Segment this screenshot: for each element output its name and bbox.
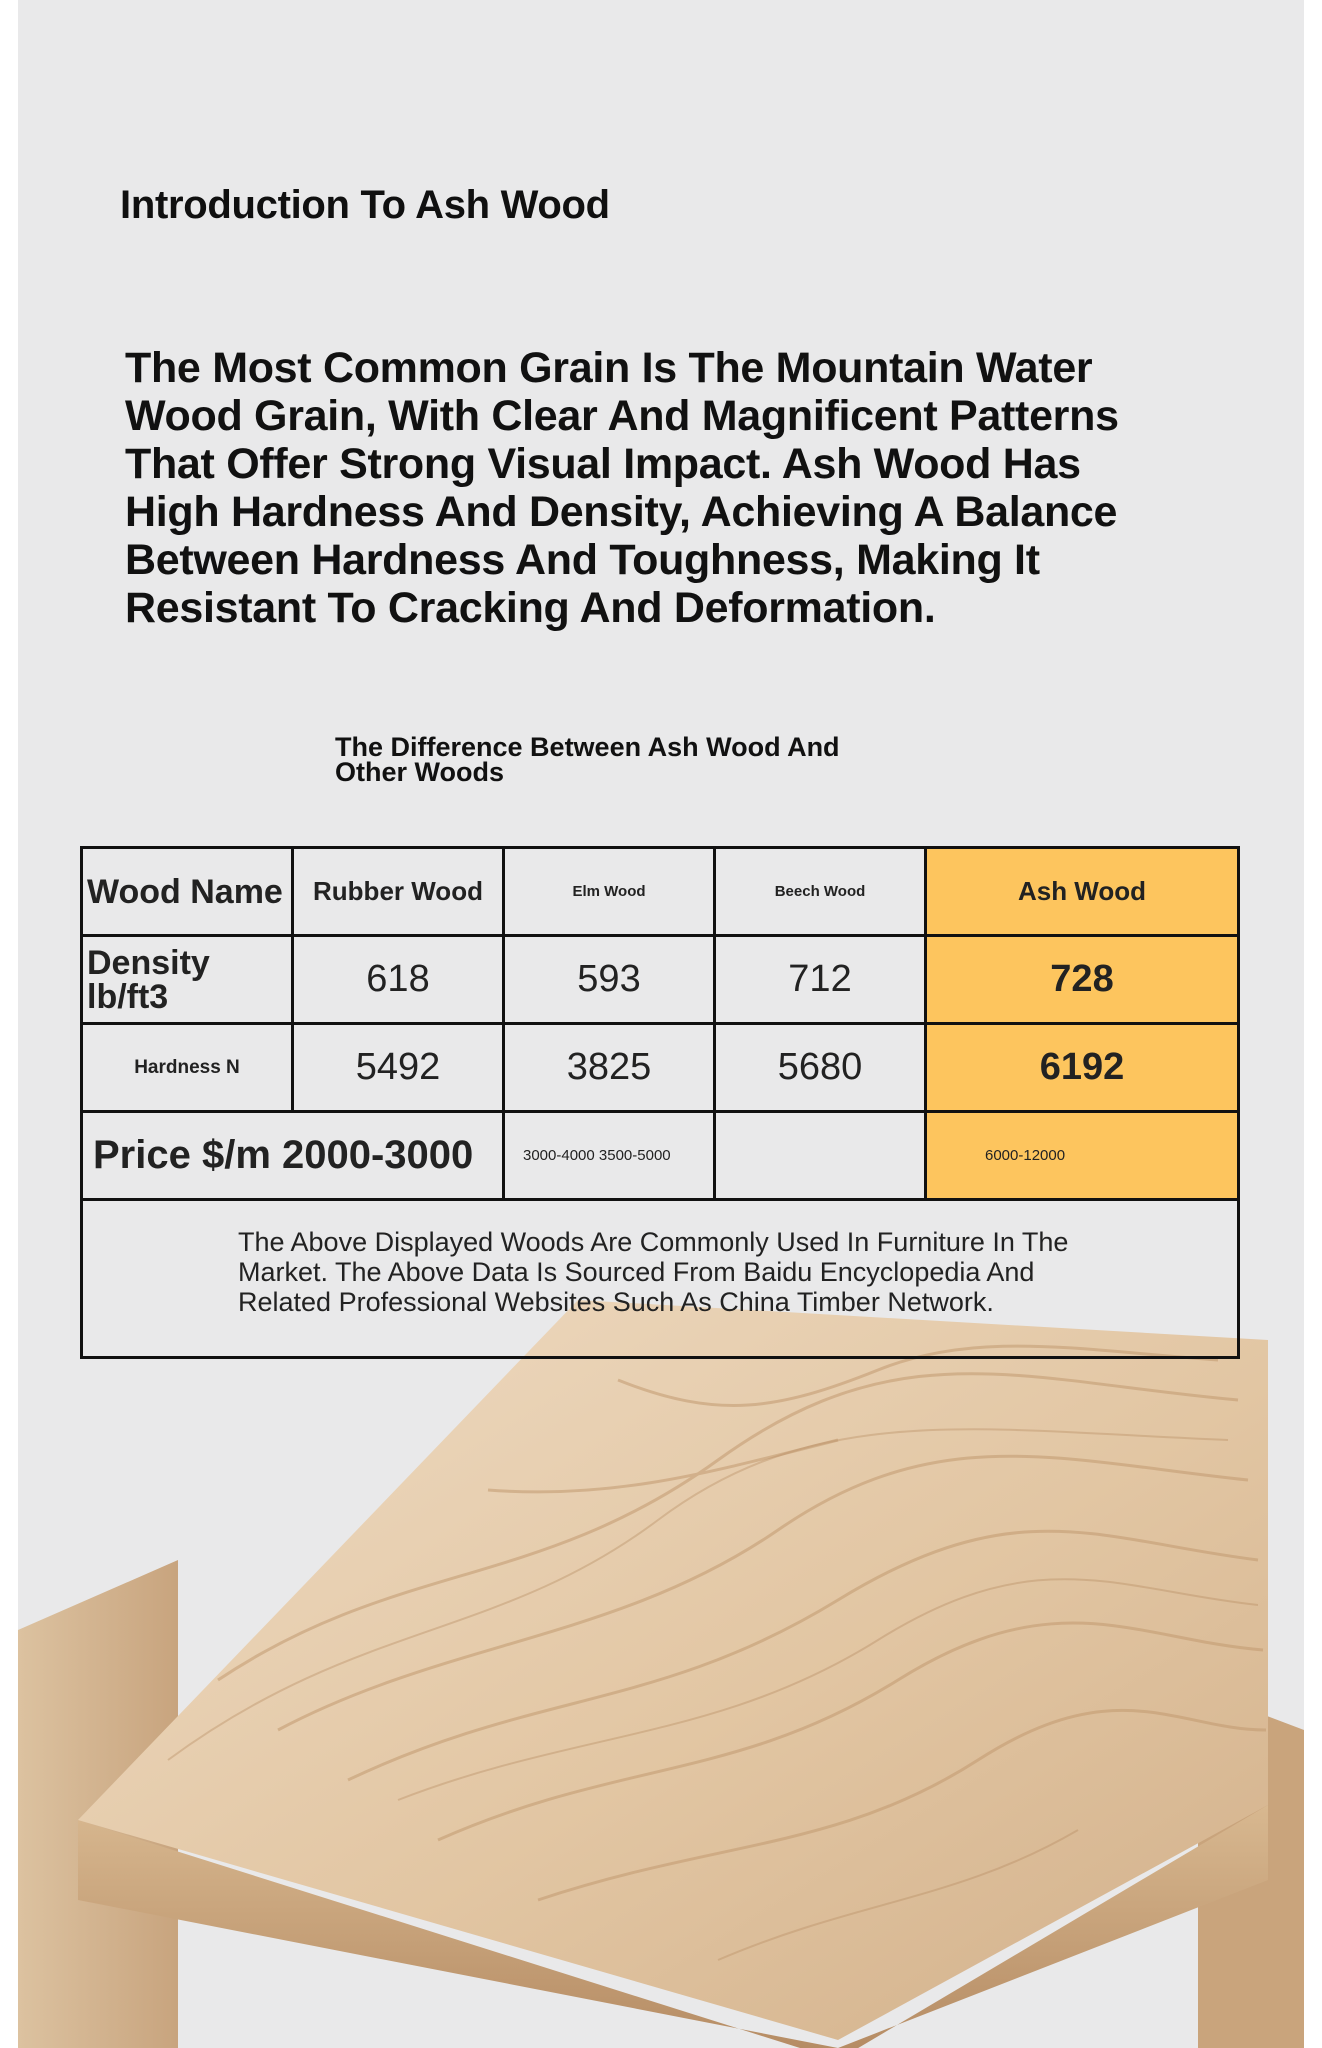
price-beech-cell [715, 1112, 926, 1200]
price-label-cell: Price $/m 2000-3000 [82, 1112, 504, 1200]
product-panel [18, 0, 1304, 2048]
table-row [82, 848, 1239, 936]
header-elm-wood: Elm Wood [504, 848, 715, 936]
header-label-cell: Wood Name [82, 848, 293, 936]
hardness-label-cell: Hardness N [82, 1024, 293, 1112]
table-row [82, 1200, 1239, 1358]
density-elm-cell: 593 [504, 936, 715, 1024]
hardness-elm-cell: 3825 [504, 1024, 715, 1112]
source-note: The Above Displayed Woods Are Commonly Used In Furniture In The Market. The Above Data Is Sourced From Baidu Encyclopedia And Related Professional Websites Such As China Timber Network. [82, 1200, 1239, 1358]
header-ash-wood: Ash Wood [926, 848, 1239, 936]
density-beech-cell: 712 [715, 936, 926, 1024]
price-ash-cell: 6000-12000 [926, 1112, 1239, 1200]
ash-wood-board-photo [18, 1260, 1304, 2048]
page-title: Introduction To Ash Wood [120, 183, 610, 227]
wood-comparison-table [80, 846, 1240, 1359]
density-rubber-cell: 618 [293, 936, 504, 1024]
intro-paragraph: The Most Common Grain Is The Mountain Water Wood Grain, With Clear And Magnificent Patterns That Offer Strong Visual Impact. Ash Wood Has High Hardness And Density, Achieving A Balance Between Hardness And Toughness, Making It Resistant To Cracking And Deformation. [125, 344, 1119, 632]
density-label-cell: Density lb/ft3 [82, 936, 293, 1024]
table-row [82, 1112, 1239, 1200]
density-ash-cell: 728 [926, 936, 1239, 1024]
hardness-ash-cell: 6192 [926, 1024, 1239, 1112]
table-row [82, 936, 1239, 1024]
hardness-rubber-cell: 5492 [293, 1024, 504, 1112]
comparison-subtitle: The Difference Between Ash Wood And Other Woods [335, 732, 840, 787]
header-beech-wood: Beech Wood [715, 848, 926, 936]
price-elm-cell: 3000-4000 3500-5000 [504, 1112, 715, 1200]
hardness-beech-cell: 5680 [715, 1024, 926, 1112]
header-rubber-wood: Rubber Wood [293, 848, 504, 936]
table-row [82, 1024, 1239, 1112]
